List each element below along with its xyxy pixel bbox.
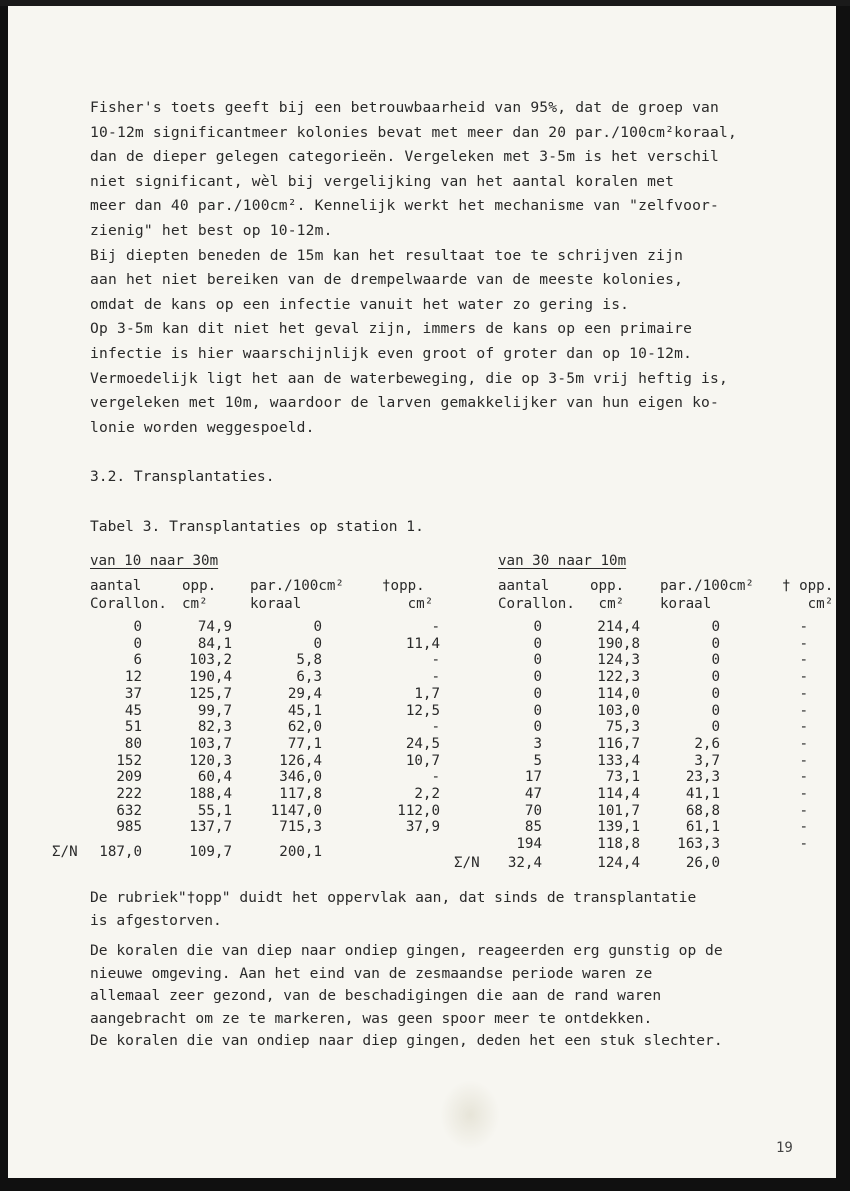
table-cell: 139,1 (597, 819, 640, 836)
text-line: zienig" het best op 10-12m. (90, 221, 333, 239)
table-cell: 0 (711, 652, 720, 669)
table-cell: 137,7 (189, 819, 232, 836)
table-cell: 133,4 (597, 752, 640, 769)
table-cell: 120,3 (189, 752, 232, 769)
table-cell: 11,4 (405, 635, 440, 652)
table-cell: 24,5 (405, 735, 440, 752)
table-cell: 0 (133, 635, 142, 652)
table-cell: 80 (124, 735, 142, 752)
table-cell: - (799, 819, 808, 836)
sum-cell: 200,1 (279, 844, 322, 861)
table-cell: 70 (524, 802, 542, 819)
text-line: omdat de kans op een infectie vanuit het water zo gering is. (90, 295, 630, 313)
table-cell: 17 (524, 769, 542, 786)
table-cell: 985 (116, 819, 142, 836)
table-cell: 37 (124, 685, 142, 702)
table-cell: - (799, 652, 808, 669)
table-cell: 114,4 (597, 786, 640, 802)
sum-cell: 109,7 (189, 844, 232, 861)
table-cell: - (799, 769, 808, 786)
table-cell: 2,6 (694, 735, 720, 752)
table-cell: - (799, 685, 808, 702)
table-cell: 152 (116, 752, 142, 769)
table-cell: 0 (533, 619, 542, 635)
table-cell: - (431, 719, 440, 736)
sum-label: Σ/N (52, 844, 78, 861)
table-caption: Tabel 3. Transplantaties op station 1. (90, 518, 424, 535)
column-header: † opp. cm² (782, 578, 834, 612)
column-header: aantal Corallon. (90, 578, 167, 612)
table-cell: 0 (533, 702, 542, 719)
table-cell: 10,7 (405, 752, 440, 769)
table-cell: 1,7 (414, 685, 440, 702)
table-cell: 114,0 (597, 685, 640, 702)
table-cell: 122,3 (597, 669, 640, 686)
sum-cell: 124,4 (597, 854, 640, 871)
table-cell: - (799, 735, 808, 752)
text-line: De koralen die van diep naar ondiep gingen, reageerden erg gunstig op de (90, 942, 723, 959)
table-cell: 0 (711, 619, 720, 635)
table-right-title: van 30 naar 10m (498, 553, 627, 569)
table-cell: 47 (524, 786, 542, 802)
table-cell: - (799, 669, 808, 686)
table-cell: - (799, 786, 808, 802)
table-cell: 5,8 (296, 652, 322, 669)
table-cell: 23,3 (685, 769, 720, 786)
table-cell: 346,0 (279, 769, 322, 786)
table-cell: 0 (533, 719, 542, 736)
page-number: 19 (776, 1140, 793, 1156)
table-cell: 0 (133, 619, 142, 635)
table-cell: - (799, 702, 808, 719)
table-cell: 103,2 (189, 652, 232, 669)
table-cell: 0 (711, 635, 720, 652)
text-line: De koralen die van ondiep naar diep gingen, deden het een stuk slechter. (90, 1032, 723, 1049)
table-cell: 1147,0 (270, 802, 322, 819)
table-cell: 62,0 (287, 719, 322, 736)
table-cell: 126,4 (279, 752, 322, 769)
table-cell: 0 (711, 669, 720, 686)
table-cell: 68,8 (685, 802, 720, 819)
sum-label: Σ/N (454, 854, 480, 871)
table-cell: - (799, 836, 808, 853)
table-cell: 112,0 (397, 802, 440, 819)
column-header: †opp. cm² (382, 578, 434, 612)
table-cell: 125,7 (189, 685, 232, 702)
text-line: infectie is hier waarschijnlijk even groot of groter dan op 10-12m. (90, 344, 693, 362)
column-header: par./100cm² koraal (660, 578, 754, 612)
text-line: 10-12m significantmeer kolonies bevat met meer dan 20 par./100cm²koraal, (90, 123, 738, 141)
text-line: lonie worden weggespoeld. (90, 418, 315, 436)
column-header: par./100cm² koraal (250, 578, 344, 612)
table-cell: 77,1 (287, 735, 322, 752)
table-cell: 45,1 (287, 702, 322, 719)
column-header: opp. cm² (590, 578, 625, 612)
table-cell: 190,4 (189, 669, 232, 686)
table-cell: 12 (124, 669, 142, 686)
text-line: allemaal zeer gezond, van de beschadigingen die aan de rand waren (90, 987, 662, 1004)
column-header: aantal Corallon. (498, 578, 575, 612)
table-cell: 73,1 (605, 769, 640, 786)
text-line: aangebracht om ze te markeren, was geen spoor meer te ontdekken. (90, 1009, 653, 1027)
text-line: niet significant, wèl bij vergelijking van het aantal koralen met (90, 172, 675, 190)
table-cell: 60,4 (197, 769, 232, 786)
table-cell: - (799, 752, 808, 769)
table-cell: 99,7 (197, 702, 232, 719)
text-line: Op 3-5m kan dit niet het geval zijn, immers de kans op een primaire (90, 320, 693, 338)
table-cell: 0 (533, 669, 542, 686)
table-cell: - (799, 802, 808, 819)
closing-text (90, 887, 820, 1053)
table-cell: - (799, 635, 808, 652)
table-cell: 715,3 (279, 819, 322, 836)
table-cell: 29,4 (287, 685, 322, 702)
table-cell: - (799, 719, 808, 736)
table-cell: 2,2 (414, 786, 440, 802)
table-cell: 194 (516, 836, 542, 853)
text-line: De rubriek"†opp" duidt het oppervlak aan, dat sinds de transplantatie (90, 889, 697, 906)
table-cell: 214,4 (597, 619, 640, 635)
text-line: aan het niet bereiken van de drempelwaarde van de meeste kolonies, (90, 271, 684, 289)
table-cell: 0 (711, 702, 720, 719)
table-cell: 103,7 (189, 735, 232, 752)
table-cell: 209 (116, 769, 142, 786)
table-cell: 0 (711, 685, 720, 702)
table-cell: 190,8 (597, 635, 640, 652)
table-cell: 41,1 (685, 786, 720, 802)
table-cell: - (431, 652, 440, 669)
table-cell: 101,7 (597, 802, 640, 819)
table-cell: 84,1 (197, 635, 232, 652)
sum-cell: 32,4 (507, 854, 542, 871)
table-cell: 85 (524, 819, 542, 836)
table-cell: 0 (313, 635, 322, 652)
intro-paragraph (90, 96, 810, 440)
table-cell: 103,0 (597, 702, 640, 719)
table-cell: 118,8 (597, 836, 640, 853)
table-cell: 222 (116, 786, 142, 802)
text-line: dan de dieper gelegen categorieën. Vergeleken met 3-5m is het verschil (90, 148, 720, 166)
table-cell: 0 (313, 619, 322, 635)
table-cell: 5 (533, 752, 542, 769)
table-cell: 37,9 (405, 819, 440, 836)
column-header: opp. cm² (182, 578, 217, 612)
table-cell: 0 (711, 719, 720, 736)
table-cell: 116,7 (597, 735, 640, 752)
table-cell: 6 (133, 652, 142, 669)
section-heading: 3.2. Transplantaties. (90, 468, 275, 485)
text-line: meer dan 40 par./100cm². Kennelijk werkt het mechanisme van "zelfvoor- (90, 197, 720, 215)
table-cell: 82,3 (197, 719, 232, 736)
table-cell: - (431, 619, 440, 635)
paper-smudge (440, 1080, 500, 1150)
table-cell: 45 (124, 702, 142, 719)
sum-cell: 187,0 (99, 844, 142, 861)
table-cell: 6,3 (296, 669, 322, 686)
table-cell: 3,7 (694, 752, 720, 769)
text-line: Fisher's toets geeft bij een betrouwbaarheid van 95%, dat de groep van (90, 99, 720, 116)
table-cell: - (799, 619, 808, 635)
table-cell: 117,8 (279, 786, 322, 802)
table-cell: 124,3 (597, 652, 640, 669)
table-cell: 12,5 (405, 702, 440, 719)
sum-cell: 26,0 (685, 854, 720, 871)
table-cell: 51 (124, 719, 142, 736)
table-cell: 3 (533, 735, 542, 752)
table-cell: 75,3 (605, 719, 640, 736)
table-cell: 163,3 (677, 836, 720, 853)
text-line: is afgestorven. (90, 911, 222, 929)
table-cell: - (431, 769, 440, 786)
table-cell: 74,9 (197, 619, 232, 635)
table-cell: - (431, 669, 440, 686)
text-line: Vermoedelijk ligt het aan de waterbeweging, die op 3-5m vrij heftig is, (90, 369, 729, 387)
table-cell: 0 (533, 652, 542, 669)
table-cell: 61,1 (685, 819, 720, 836)
text-line: Bij diepten beneden de 15m kan het resultaat toe te schrijven zijn (90, 246, 684, 264)
table-cell: 55,1 (197, 802, 232, 819)
table-left-title: van 10 naar 30m (90, 553, 219, 569)
text-line: vergeleken met 10m, waardoor de larven gemakkelijker van hun eigen ko- (90, 394, 720, 412)
table-cell: 188,4 (189, 786, 232, 802)
table-cell: 0 (533, 685, 542, 702)
table-cell: 632 (116, 802, 142, 819)
text-line: nieuwe omgeving. Aan het eind van de zesmaandse periode waren ze (90, 964, 653, 982)
table-cell: 0 (533, 635, 542, 652)
